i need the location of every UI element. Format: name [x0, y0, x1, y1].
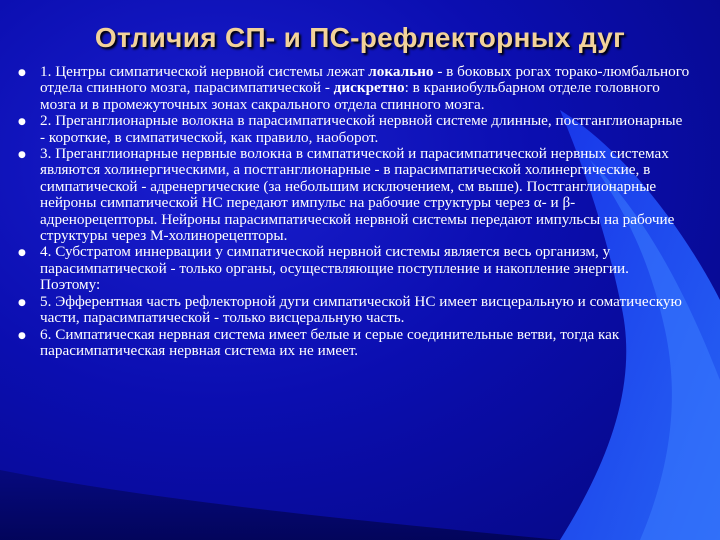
list-item — [18, 327, 690, 360]
bullet-icon: ● — [18, 68, 26, 78]
bullet-icon: ● — [18, 117, 26, 128]
bullet-icon: ● — [18, 150, 26, 161]
bullet-icon: ● — [18, 330, 26, 341]
list-item — [18, 244, 690, 293]
list-item-text: 1. Центры симпатической нервной системы лежат локально - в боковых рогах торако-люмбального отдела спинного мозга, парасимпатической - дискретно: в краниобульбарном отделе головного мозга и в промежуточных зонах сакрального отдела спинного мозга. — [40, 63, 690, 113]
list-item-text: 4. Субстратом иннервации у симпатической нервной системы является весь организм, у парасимпатической - только органы, осуществляющие поступление и накопление энергии. Поэтому: — [40, 243, 629, 294]
list-item-text: 2. Преганглионарные волокна в парасимпатической нервной системе длинные, постганглионарные - короткие, в симпатической, как правило, наоборот. — [40, 112, 683, 146]
list-item-text: 6. Симпатическая нервная система имеет белые и серые соединительные ветви, тогда как парасимпатическая нервная система их не имеет. — [40, 325, 620, 359]
list-item — [18, 146, 690, 244]
slide-title: Отличия СП- и ПС-рефлекторных дуг — [94, 22, 626, 53]
list-item-text: 5. Эфферентная часть рефлекторной дуги симпатической НС имеет висцеральную и соматическую части, парасимпатической - только висцеральную часть. — [40, 292, 682, 327]
list-item — [18, 64, 690, 113]
bullet-icon: ● — [18, 248, 26, 259]
bullet-list — [18, 64, 690, 359]
bullet-icon: ● — [18, 297, 26, 308]
list-item-text: 3. Преганглионарные нервные волокна в симпатической и парасимпатической нервных системах являются холинергическими, а постганглионарные - в парасимпатической холинергические, в симпатической - адренергические (за небольшим исключением, см выше). Постганглионарные нейроны симпатической НС передают импульс на рабочие структуры через α- и β-адренорецепторы. Нейроны парасимпатической нервной системы передают импульсы на рабочие структуры через М-холинорецепторы. — [40, 145, 675, 245]
list-item — [18, 294, 690, 327]
list-item — [18, 113, 690, 146]
